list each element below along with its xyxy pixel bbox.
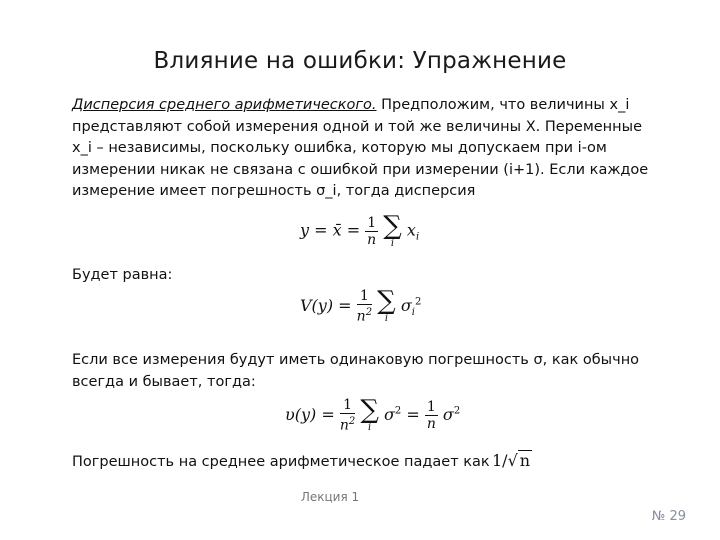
- formula-variance-term: σ: [400, 295, 412, 315]
- term-exponent: 2: [414, 296, 422, 308]
- formula-variance: [300, 288, 421, 325]
- den-exponent: 2: [348, 416, 356, 427]
- sum-index: i: [384, 313, 389, 325]
- lecture-label: Лекция 1: [300, 490, 360, 504]
- page-number: № 29: [651, 509, 686, 524]
- formula-mean-term: x: [406, 220, 416, 240]
- fraction-denominator: [357, 305, 372, 325]
- fraction-numerator: 1: [367, 214, 377, 231]
- term-subscript: i: [415, 231, 420, 243]
- formula-inverse-sqrt: [492, 451, 532, 470]
- text-will-be: Будет равна:: [72, 267, 173, 283]
- term-subscript: i: [411, 307, 415, 319]
- sum-symbol: ∑ i: [360, 395, 379, 434]
- fraction-denominator: [340, 414, 355, 434]
- rhs-exponent: 2: [453, 405, 461, 417]
- den-base: n: [356, 308, 366, 325]
- fraction-numerator: 1: [357, 288, 372, 305]
- term-exponent: 2: [394, 405, 402, 417]
- text-same-error: Если все измерения будут иметь одинаковую погрешность σ, как обычно всегда и бывает, тогда:: [72, 352, 640, 390]
- fraction-numerator: 1: [340, 397, 355, 414]
- sum-symbol: ∑ i: [383, 211, 402, 249]
- fraction-denominator: n: [426, 415, 436, 432]
- intro-text: Предположим, что величины x_i представляют собой измерения одной и той же величины X. Переменные x_i – независимы, поскольку ошибка, которую мы допускаем при i-ом измерении никак не связана с ошибкой при измерении (i+1). Если каждое измерение имеет погрешность σ_i, тогда дисперсия: [72, 97, 649, 199]
- sqrt-icon: √: [507, 451, 518, 470]
- formula-variance-lhs: V(y) =: [300, 295, 352, 315]
- formula-equal-rhs-fraction: [425, 399, 438, 432]
- den-exponent: 2: [365, 307, 373, 318]
- formula-mean-lhs: y = x̄ =: [300, 220, 361, 240]
- formula-equal-rhs-term: σ: [442, 404, 454, 424]
- formula-equal-term: σ: [384, 404, 395, 424]
- fraction-denominator: n: [367, 231, 377, 248]
- den-base: n: [339, 417, 349, 434]
- formula-variance-fraction: [357, 288, 372, 325]
- inverse-prefix: 1/: [492, 451, 508, 470]
- intro-paragraph: [72, 95, 662, 203]
- formula-equal-errors: υ(y) = $\frac{1}{n^2}$ ∑ i $\sigma^2$ = $\frac{1}{n}$ $\sigma^2$: [285, 395, 461, 434]
- formula-mean: [300, 213, 419, 249]
- intro-heading: Дисперсия среднего арифметического.: [72, 97, 377, 113]
- fraction-numerator: 1: [426, 398, 436, 415]
- sqrt-radicand: n: [519, 451, 531, 470]
- text-error-falls: Погрешность на среднее арифметическое падает как: [72, 454, 490, 470]
- formula-mean-fraction: [365, 215, 378, 248]
- formula-equal-lhs: υ(y) =: [285, 404, 335, 424]
- sum-index: i: [390, 238, 395, 249]
- slide-title: Влияние на ошибки: Упражнение: [153, 48, 567, 74]
- sum-index: i: [368, 422, 372, 434]
- formula-equal-fraction: [340, 397, 355, 434]
- sum-symbol: ∑ i: [377, 286, 396, 325]
